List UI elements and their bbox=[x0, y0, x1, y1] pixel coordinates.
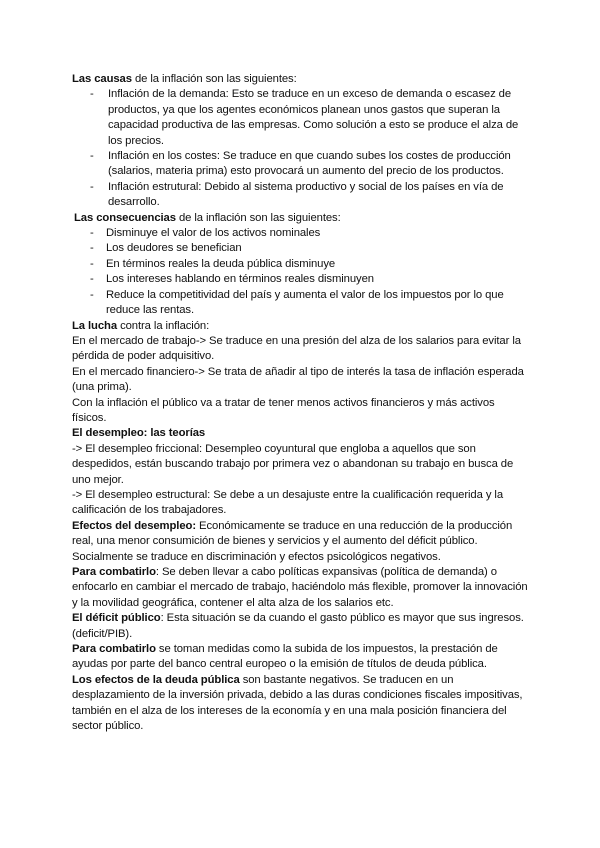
list-item: - Los deudores se benefician bbox=[90, 242, 242, 255]
list-item: - Reduce la competitividad del país y aumenta el valor de los impuestos por lo que reduce las rentas. bbox=[90, 288, 504, 317]
lucha-intro bbox=[72, 319, 528, 334]
list-item: - Inflación en los costes: Se traduce en que cuando subes los costes de producción (salarios, materia prima) esto provocará un aumento del precio de los productos. bbox=[90, 150, 511, 178]
desempleo-heading bbox=[72, 426, 528, 441]
list-item: - Inflación de la demanda: Esto se traduce en un exceso de demanda o escasez de productos, ya que los agentes económicos planean unos gastos que superan la capacidad productiva de las empresas. Como solución a esto se produce el alza de los precios. bbox=[90, 88, 519, 147]
consecuencias-intro-text: de la inflación son las siguientes: bbox=[175, 211, 341, 224]
efectos-text: Económicamente se traduce en una reducción de la producción real, una menor consumición de bienes y servicios y el aumento del déficit público. Socialmente se traduce en discriminación y efectos psicológicos negativos. bbox=[72, 519, 513, 563]
combatir-paragraph-1 bbox=[72, 565, 528, 611]
deficit-heading: El déficit público bbox=[72, 612, 161, 625]
causas-intro-text: de la inflación son las siguientes: bbox=[131, 73, 297, 85]
desempleo-heading-text: El desempleo: las teorías bbox=[72, 427, 206, 440]
efectos-heading: Efectos del desempleo: bbox=[72, 519, 196, 532]
combatir-heading-1: Para combatirlo bbox=[72, 566, 156, 578]
list-item-text: Reduce la competitividad del país y aumenta el valor de los impuestos por lo que reduce las rentas. bbox=[106, 288, 504, 317]
list-item-text: Inflación de la demanda: Esto se traduce en un exceso de demanda o escasez de productos, ya que los agentes económicos planean unos gastos que superan la capacidad productiva de las empresas. Como solución a esto se produce el alza de los precios. bbox=[108, 88, 519, 147]
consecuencias-list bbox=[72, 226, 528, 318]
lucha-paragraph-1: En el mercado de trabajo-> Se traduce en una presión del alza de los salarios para evitar la pérdida de poder adquisitivo. bbox=[72, 334, 521, 363]
list-item-text: Disminuye el valor de los activos nominales bbox=[106, 227, 321, 240]
causas-intro bbox=[72, 72, 528, 87]
lucha-paragraph-2: En el mercado financiero-> Se trata de añadir al tipo de interés la tasa de inflación esperada (una prima). bbox=[72, 365, 524, 394]
list-item-text: Los deudores se benefician bbox=[106, 242, 242, 255]
combatir-heading-2: Para combatirlo bbox=[72, 643, 156, 656]
list-item: - Inflación estrutural: Debido al sistema productivo y social de los países en vía de desarrollo. bbox=[90, 180, 504, 209]
lucha-paragraph-3: Con la inflación el público va a tratar de tener menos activos financieros y más activos físicos. bbox=[72, 396, 495, 424]
deficit-paragraph bbox=[72, 611, 528, 642]
list-item-text: Inflación en los costes: Se traduce en que cuando subes los costes de producción (salarios, materia prima) esto provocará un aumento del precio de los productos. bbox=[108, 150, 511, 178]
deuda-text: son bastante negativos. Se traducen en un desplazamiento de la inversión privada, debido a las duras condiciones fiscales impositivas, también en el alza de los intereses de la economía y en una mala posición financiera del sector público. bbox=[72, 673, 523, 733]
list-item: - Disminuye el valor de los activos nominales bbox=[90, 227, 321, 240]
list-item: - En términos reales la deuda pública disminuye bbox=[90, 257, 336, 270]
combatir-text-1: : Se deben llevar a cabo políticas expansivas (política de demanda) o enfocarlo en cambiar el mercado de trabajo, haciéndolo más flexible, promover la innovación y la movilidad geográfica, contener el alta alza de los salarios etc. bbox=[72, 566, 528, 609]
list-item: - Los intereses hablando en términos reales disminuyen bbox=[90, 273, 374, 286]
list-item-text: En términos reales la deuda pública disminuye bbox=[106, 257, 336, 270]
consecuencias-intro bbox=[72, 211, 528, 226]
consecuencias-heading: Las consecuencias bbox=[74, 211, 176, 224]
document-page bbox=[72, 72, 528, 734]
deficit-text: : Esta situación se da cuando el gasto público es mayor que sus ingresos.(deficit/PIB). bbox=[72, 612, 524, 640]
causas-heading: Las causas bbox=[72, 73, 132, 85]
desempleo-paragraph-1: -> El desempleo friccional: Desempleo coyuntural que engloba a aquellos que son despedidos, están buscando trabajo por primera vez o abandonan su trabajo en busca de uno mejor. bbox=[72, 442, 514, 486]
efectos-paragraph bbox=[72, 519, 528, 565]
list-item-text: Inflación estrutural: Debido al sistema productivo y social de los países en vía de desarrollo. bbox=[108, 180, 504, 209]
deuda-paragraph bbox=[72, 673, 528, 735]
deuda-heading: Los efectos de la deuda pública bbox=[72, 673, 240, 686]
list-item-text: Los intereses hablando en términos reales disminuyen bbox=[106, 273, 374, 286]
combatir-text-2: se toman medidas como la subida de los impuestos, la prestación de ayudas por parte del banco central europeo o la emisión de títulos de deuda pública. bbox=[72, 643, 498, 671]
combatir-paragraph-2 bbox=[72, 642, 528, 673]
lucha-heading: La lucha bbox=[72, 319, 118, 332]
desempleo-paragraph-2: -> El desempleo estructural: Se debe a un desajuste entre la cualificación requerida y la calificación de los trabajadores. bbox=[72, 488, 503, 517]
causas-list bbox=[72, 87, 528, 210]
lucha-intro-text: contra la inflación: bbox=[117, 319, 210, 332]
